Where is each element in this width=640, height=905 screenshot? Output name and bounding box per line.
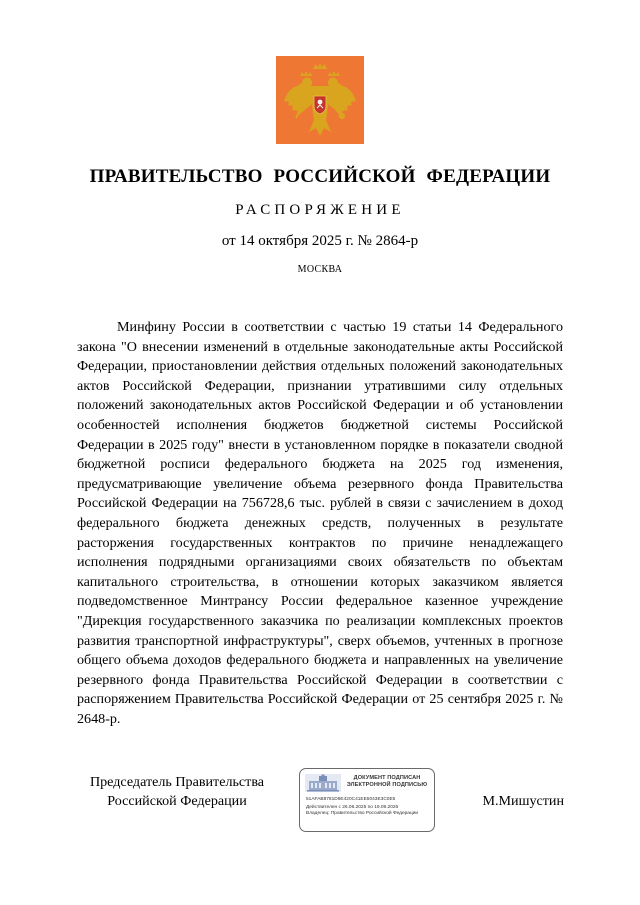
stamp-heading-line-2: ЭЛЕКТРОННОЙ ПОДПИСЬЮ bbox=[346, 782, 428, 788]
signer-title-line-2: Российской Федерации bbox=[107, 793, 247, 809]
city: МОСКВА bbox=[297, 264, 343, 275]
stamp-certificate-serial: 51AFAB8781D9E420C41EE5043E3C0E5 bbox=[306, 797, 396, 802]
government-title: ПРАВИТЕЛЬСТВО РОССИЙСКОЙ ФЕДЕРАЦИИ bbox=[89, 166, 551, 187]
stamp-heading-line-1: ДОКУМЕНТ ПОДПИСАН bbox=[353, 775, 421, 781]
electronic-signature-stamp bbox=[299, 768, 435, 832]
signer-title-line-1: Председатель Правительства bbox=[89, 774, 265, 790]
order-text-paragraph: Минфину России в соответствии с частью 19 статьи 14 Федерального закона "О внесении изменений в отдельные законодательные акты Российской Федерации, приостановлении действия отдельных положений законодательных актов Российской Федерации, признании утратившими силу отдельных положений законодательных актов Российской Федерации и об установлении особенностей исполнения бюджетов бюджетной системы Российской Федерации в 2025 году" внести в установленном порядке в показатели сводной бюджетной росписи федерального бюджета на 2025 год изменения, предусматривающие увеличение объема резервного фонда Правительства Российской Федерации на 756728,6 тыс. рублей в связи с зачислением в доход федерального бюджета денежных средств, полученных в результате расторжения государственных контрактов по причине ненадлежащего исполнения подрядными организациями своих обязательств по объектам капитального строительства, в отношении которых заказчиком является подведомственное Минтрансу России федеральное казенное учреждение "Дирекция государственного заказчика по реализации комплексных проектов развития транспортной инфраструктуры", сверх объемов, учтенных в прогнозе общего объема доходов федерального бюджета и направленных на увеличение резервного фонда Правительства Российской Федерации в соответствии с распоряжением Правительства Российской Федерации от 25 сентября 2025 г. № 2648-р. bbox=[77, 319, 563, 727]
stamp-owner: Владелец: Правительство Российской Федерации bbox=[306, 811, 419, 816]
signer-name: М.Мишустин bbox=[482, 793, 564, 809]
document-type: РАСПОРЯЖЕНИЕ bbox=[235, 202, 405, 218]
stamp-heading bbox=[340, 775, 434, 789]
government-building-icon bbox=[305, 774, 341, 792]
coat-of-arms-russia-icon bbox=[276, 56, 364, 144]
stamp-validity-period: Действителен с 26.06.2025 по 19.09.2026 bbox=[306, 805, 399, 810]
document-date-number: от 14 октября 2025 г. № 2864-р bbox=[221, 233, 419, 249]
signer-title bbox=[77, 773, 277, 811]
